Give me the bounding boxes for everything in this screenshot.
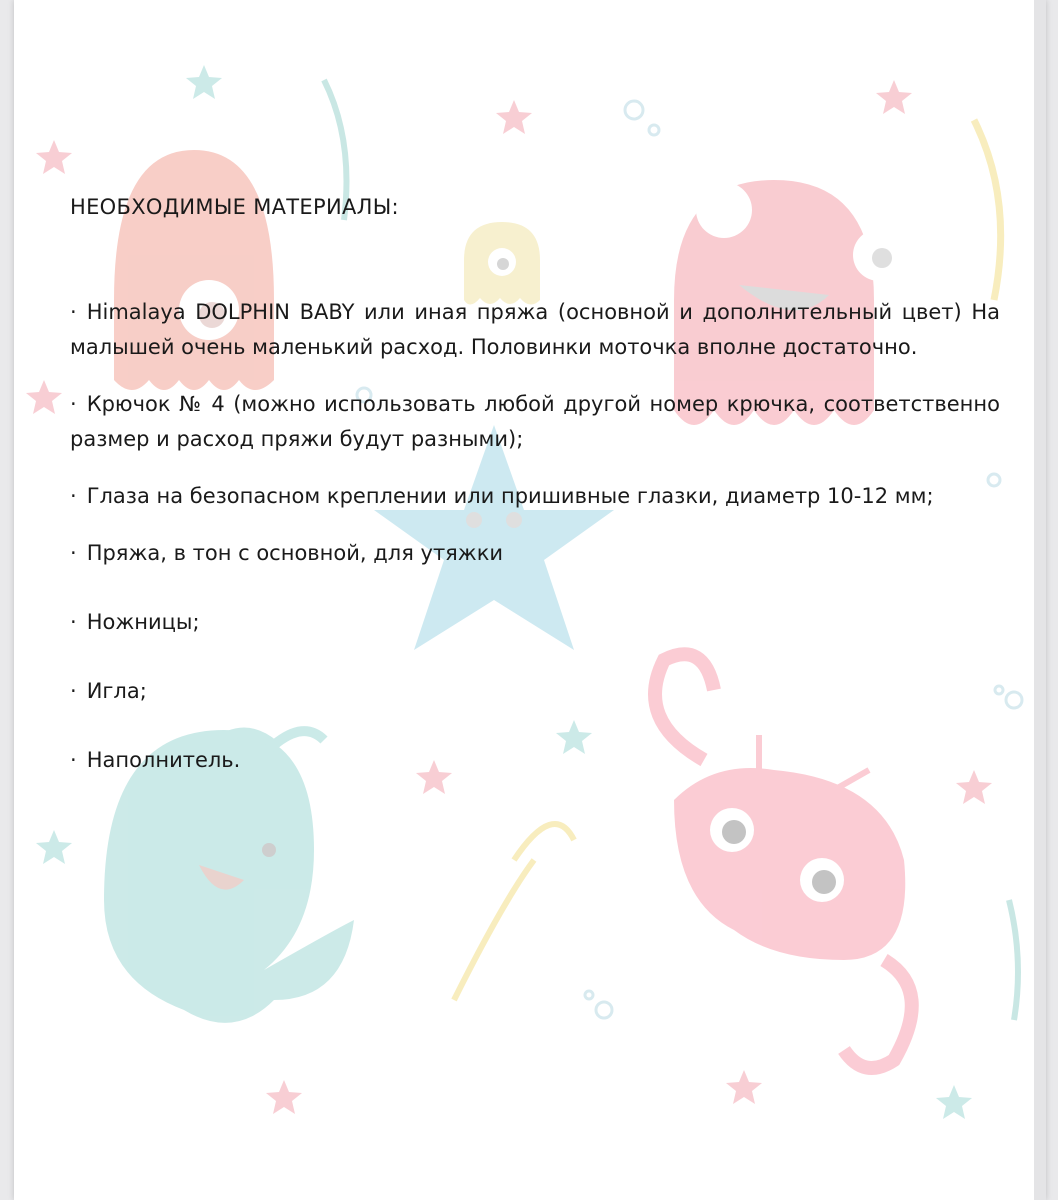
materials-item-eyes	[70, 479, 1000, 514]
materials-section	[70, 190, 1000, 812]
bullet-marker: ·	[70, 610, 77, 634]
materials-item-text: Himalaya DOLPHIN BABY или иная пряжа (основной и дополнительный цвет) На малышей очень маленький расход. Половинки моточка вполне достаточно.	[70, 300, 1000, 359]
bullet-marker: ·	[70, 679, 77, 703]
materials-item-text: Наполнитель.	[86, 748, 241, 772]
materials-item-text: Ножницы;	[86, 610, 200, 634]
materials-heading: НЕОБХОДИМЫЕ МАТЕРИАЛЫ:	[70, 195, 399, 219]
materials-item-text: Пряжа, в тон с основной, для утяжки	[86, 541, 504, 565]
materials-item-stuffing	[70, 743, 1000, 778]
materials-item-thread	[70, 536, 1000, 571]
materials-item-text: Игла;	[86, 679, 147, 703]
bullet-marker: ·	[70, 748, 77, 772]
materials-item-scissors	[70, 605, 1000, 640]
materials-item-text: Глаза на безопасном креплении или пришивные глазки, диаметр 10-12 мм;	[86, 484, 934, 508]
materials-item-yarn	[70, 295, 1000, 365]
materials-item-needle	[70, 674, 1000, 709]
bullet-marker: ·	[70, 392, 77, 416]
document-page	[14, 0, 1046, 1200]
bullet-marker: ·	[70, 541, 77, 565]
page-edge	[1034, 0, 1046, 1200]
materials-item-hook	[70, 387, 1000, 457]
materials-item-text: Крючок № 4 (можно использовать любой другой номер крючка, соответственно размер и расход пряжи будут разными);	[70, 392, 1000, 451]
bullet-marker: ·	[70, 300, 77, 324]
bullet-marker: ·	[70, 484, 77, 508]
